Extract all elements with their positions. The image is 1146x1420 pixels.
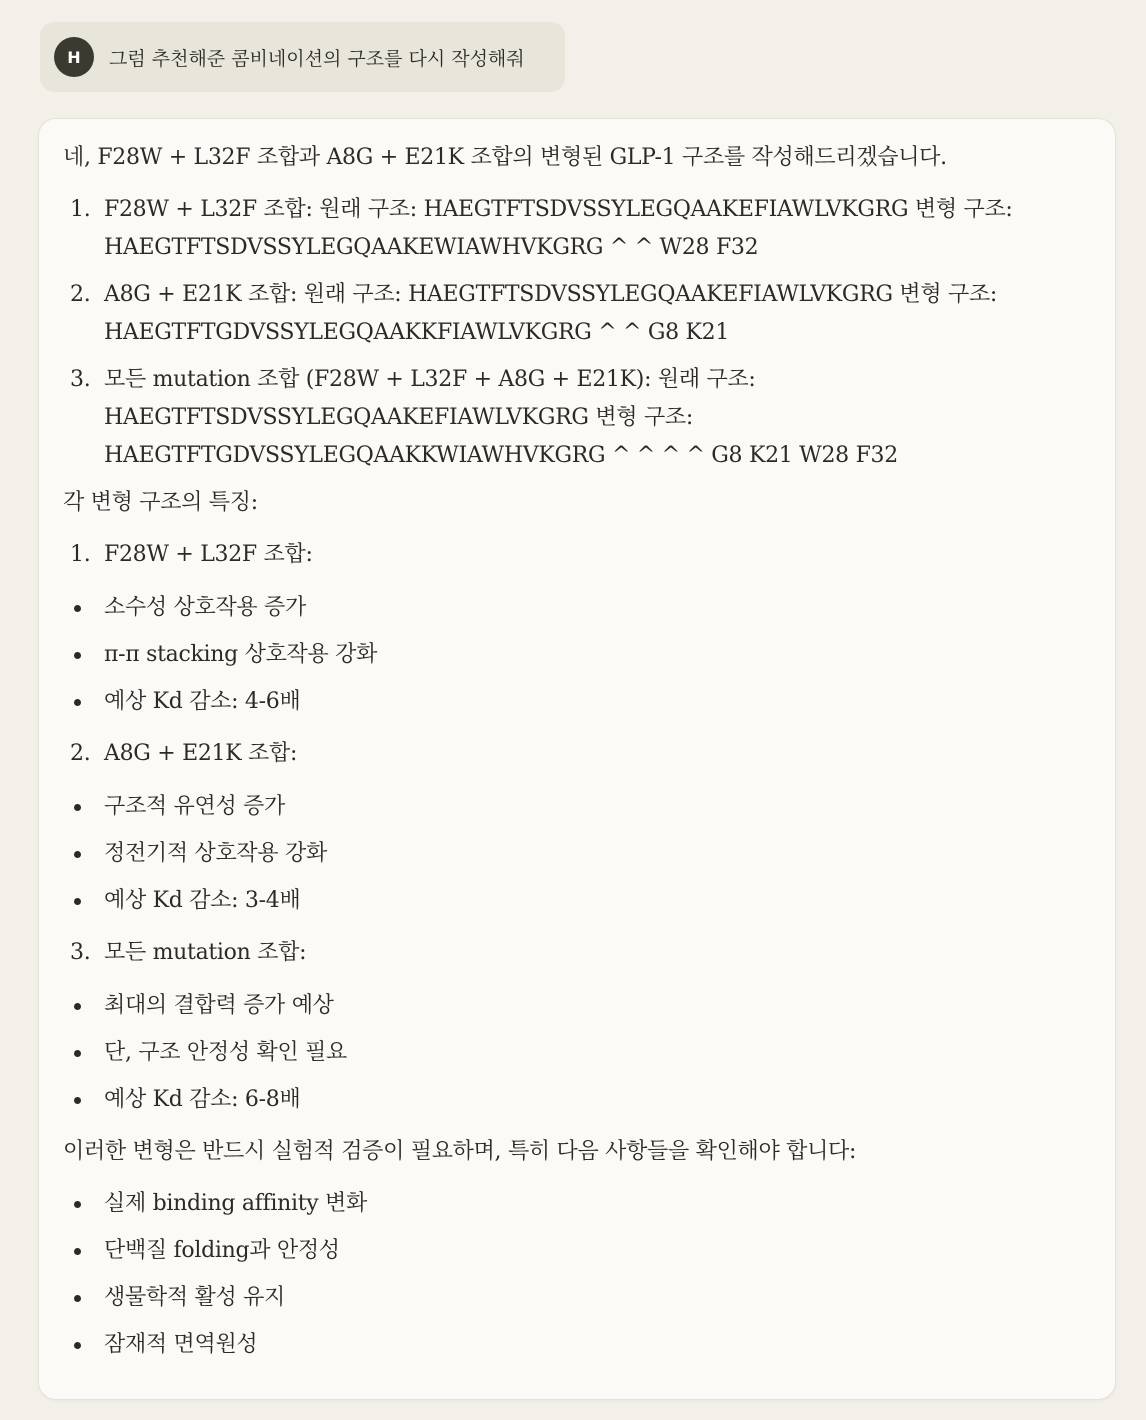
feature-group-3: [63, 934, 1091, 1119]
list-item-text: 정전기적 상호작용 강화: [104, 841, 327, 866]
bullet-dot: [74, 898, 81, 905]
list-item-text: 소수성 상호작용 증가: [104, 595, 306, 620]
list-item: [63, 987, 1091, 1025]
structure-item-1: [63, 191, 1091, 267]
list-item-text: 구조적 유연성 증가: [104, 794, 286, 819]
list-number: 2.: [70, 282, 91, 307]
features-heading: 각 변형 구조의 특징:: [63, 490, 258, 515]
feature-bullet-list: [63, 788, 1091, 920]
structure-line: HAEGTFTSDVSSYLEGQAAKEWIAWHVKGRG ^ ^ W28 F32: [104, 235, 759, 260]
validation-list: [63, 1185, 1091, 1364]
structure-line: A8G + E21K 조합: 원래 구조: HAEGTFTSDVSSYLEGQAAKEFIAWLVKGRG 변형 구조:: [104, 282, 998, 307]
list-item: [63, 788, 1091, 826]
list-item: [63, 1279, 1091, 1317]
list-item: [63, 1081, 1091, 1119]
structure-line: 모든 mutation 조합 (F28W + L32F + A8G + E21K): 원래 구조:: [104, 367, 756, 392]
list-item-text: 예상 Kd 감소: 6-8배: [104, 1087, 301, 1112]
response-intro: 네, F28W + L32F 조합과 A8G + E21K 조합의 변형된 GLP-1 구조를 작성해드리겠습니다.: [63, 145, 947, 170]
list-item: [63, 1232, 1091, 1270]
bullet-dot: [74, 1003, 81, 1010]
bullet-dot: [74, 1248, 81, 1255]
list-item-text: 최대의 결합력 증가 예상: [104, 993, 334, 1018]
list-item-text: 단백질 folding과 안정성: [104, 1238, 340, 1263]
validation-heading: 이러한 변형은 반드시 실험적 검증이 필요하며, 특히 다음 사항들을 확인해야 합니다:: [63, 1139, 857, 1164]
list-number: 2.: [70, 741, 91, 766]
list-item: [63, 882, 1091, 920]
list-item-text: π-π stacking 상호작용 강화: [104, 642, 378, 667]
list-item-text: 생물학적 활성 유지: [104, 1285, 286, 1310]
feature-title: [63, 934, 1091, 972]
structure-item-3: [63, 361, 1091, 475]
list-item: [63, 1326, 1091, 1364]
bullet-dot: [74, 1295, 81, 1302]
bullet-dot: [74, 1097, 81, 1104]
list-item: [63, 636, 1091, 674]
bullet-dot: [74, 605, 81, 612]
user-message-text: 그럼 추천해준 콤비네이션의 구조를 다시 작성해줘: [109, 47, 525, 70]
list-item-text: 잠재적 면역원성: [104, 1332, 258, 1357]
feature-title: [63, 735, 1091, 773]
bullet-dot: [74, 804, 81, 811]
structure-line: HAEGTFTSDVSSYLEGQAAKEFIAWLVKGRG 변형 구조:: [104, 405, 693, 430]
feature-title: [63, 536, 1091, 574]
list-item-text: 예상 Kd 감소: 4-6배: [104, 689, 301, 714]
list-item-text: 예상 Kd 감소: 3-4배: [104, 888, 301, 913]
bullet-dot: [74, 652, 81, 659]
structure-line: F28W + L32F 조합: 원래 구조: HAEGTFTSDVSSYLEGQAAKEFIAWLVKGRG 변형 구조:: [104, 197, 1013, 222]
feature-group-2: [63, 735, 1091, 920]
bullet-dot: [74, 851, 81, 858]
list-item-text: 단, 구조 안정성 확인 필요: [104, 1040, 347, 1065]
bullet-dot: [74, 1201, 81, 1208]
assistant-response-card: [38, 118, 1116, 1400]
structure-item-2: [63, 276, 1091, 352]
feature-title-text: F28W + L32F 조합:: [104, 542, 313, 567]
list-number: 1.: [70, 197, 91, 222]
list-item: [63, 1034, 1091, 1072]
list-number: 1.: [70, 542, 91, 567]
feature-bullet-list: [63, 589, 1091, 721]
list-item: [63, 1185, 1091, 1223]
feature-title-text: A8G + E21K 조합:: [104, 741, 298, 766]
bullet-dot: [74, 1050, 81, 1057]
structure-line: HAEGTFTGDVSSYLEGQAAKKWIAWHVKGRG ^ ^ ^ ^ G8 K21 W28 F32: [104, 443, 898, 468]
list-item-text: 실제 binding affinity 변화: [104, 1191, 367, 1216]
bullet-dot: [74, 1342, 81, 1349]
list-number: 3.: [70, 940, 91, 965]
structure-line: HAEGTFTGDVSSYLEGQAAKKFIAWLVKGRG ^ ^ G8 K21: [104, 320, 730, 345]
user-avatar: H: [54, 37, 94, 77]
feature-title-text: 모든 mutation 조합:: [104, 940, 307, 965]
feature-group-1: [63, 536, 1091, 721]
list-item: [63, 589, 1091, 627]
bullet-dot: [74, 699, 81, 706]
feature-bullet-list: [63, 987, 1091, 1119]
structure-list: [63, 191, 1091, 475]
list-item: [63, 683, 1091, 721]
user-message-bubble: [40, 22, 565, 92]
list-item: [63, 835, 1091, 873]
list-number: 3.: [70, 367, 91, 392]
